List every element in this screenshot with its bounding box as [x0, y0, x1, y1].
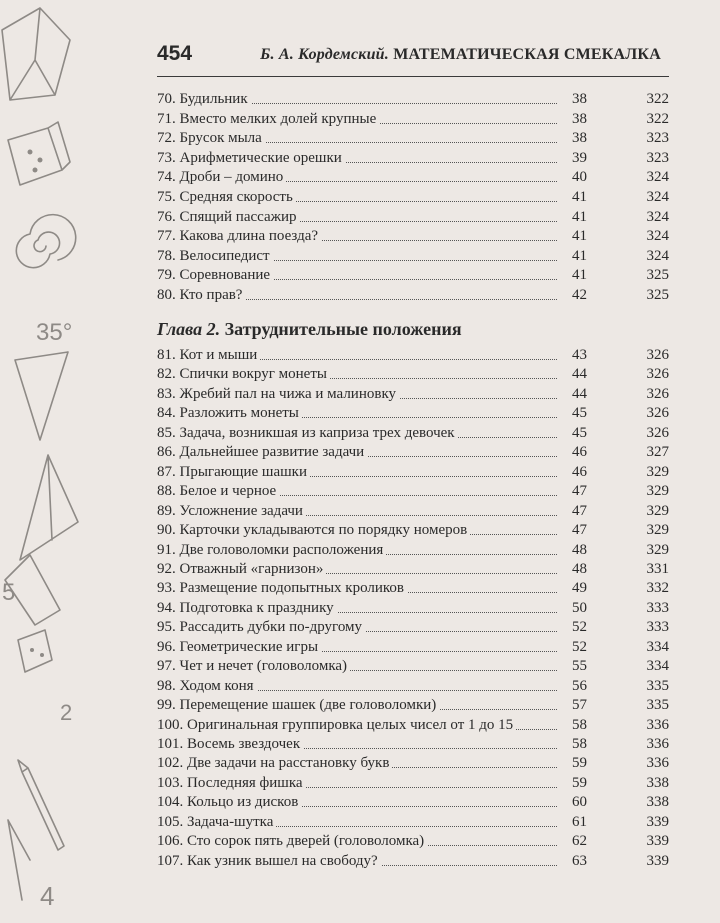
- digit-two-doodle: 2: [60, 700, 73, 725]
- toc-entry: [157, 695, 669, 715]
- toc-entry: [157, 851, 669, 871]
- toc-entry: [157, 637, 669, 657]
- toc-entry: [157, 753, 669, 773]
- toc-entry: [157, 345, 669, 365]
- entry-title: 75. Средняя скорость: [157, 187, 557, 207]
- solution-page-number: 325: [646, 287, 669, 303]
- toc-entry: [157, 481, 669, 501]
- entry-title: 86. Дальнейшее развитие задачи: [157, 442, 557, 462]
- problem-page-number: 38: [572, 110, 587, 127]
- solution-page-number: 327: [646, 444, 669, 461]
- solution-page-number: 336: [646, 736, 669, 752]
- entry-title: 97. Чет и нечет (головоломка): [157, 656, 557, 676]
- solution-page-number: 324: [646, 189, 669, 205]
- book-title: МАТЕМАТИЧЕСКАЯ СМЕКАЛКА: [393, 46, 661, 63]
- solution-page-number: 339: [646, 833, 669, 850]
- toc-entry: [157, 676, 669, 696]
- solution-page-number: 326: [646, 405, 669, 422]
- solution-page-number: 324: [646, 228, 669, 245]
- toc-entry: [157, 442, 669, 462]
- entry-title: 84. Разложить монеты: [157, 403, 557, 423]
- problem-page-number: 47: [572, 502, 587, 519]
- chapter-label: Глава 2.: [157, 319, 221, 339]
- problem-page-number: 57: [572, 697, 587, 714]
- entry-title: 71. Вместо мелких долей крупные: [157, 109, 557, 129]
- entry-title: 95. Рассадить дубки по-другому: [157, 617, 557, 637]
- problem-page-number: 41: [572, 208, 587, 225]
- problem-page-number: 56: [572, 677, 587, 694]
- problem-page-number: 41: [572, 228, 587, 245]
- toc-entry: [157, 792, 669, 812]
- problem-page-number: 58: [572, 736, 587, 752]
- digit-five-doodle: 5: [2, 579, 16, 606]
- dice-small-icon: [18, 630, 52, 672]
- problem-page-number: 38: [572, 91, 587, 107]
- entry-title: 105. Задача-шутка: [157, 812, 557, 832]
- running-title: [260, 46, 661, 64]
- toc-entry: [157, 734, 669, 754]
- problem-page-number: 60: [572, 794, 587, 811]
- toc-entry: [157, 831, 669, 851]
- problem-page-number: 58: [572, 716, 587, 733]
- digit-four-doodle: 4: [40, 881, 55, 911]
- entry-title: 89. Усложнение задачи: [157, 501, 557, 521]
- toc-entry: [157, 715, 669, 735]
- entry-title: 91. Две головоломки расположения: [157, 540, 557, 560]
- problem-page-number: 44: [572, 366, 587, 383]
- problem-page-number: 46: [572, 444, 587, 461]
- toc-entry: [157, 501, 669, 521]
- entry-title: 76. Спящий пассажир: [157, 207, 557, 227]
- solution-page-number: 323: [646, 130, 669, 147]
- solution-page-number: 322: [646, 110, 669, 127]
- pencil-icon: [18, 760, 64, 850]
- entry-title: 98. Ходом коня: [157, 676, 557, 696]
- toc-entry: [157, 207, 669, 227]
- page-number: 454: [157, 42, 193, 65]
- author-name: Б. А. Кордемский.: [260, 46, 389, 63]
- problem-page-number: 42: [572, 287, 587, 303]
- toc-entry: [157, 246, 669, 266]
- entry-title: 78. Велосипедист: [157, 246, 557, 266]
- toc-entry: [157, 617, 669, 637]
- chapter-heading: [157, 318, 669, 340]
- entry-title: 70. Будильник: [157, 89, 557, 109]
- solution-page-number: 325: [646, 267, 669, 284]
- entry-title: 73. Арифметические орешки: [157, 148, 557, 168]
- toc-entry: [157, 462, 669, 482]
- running-header: [157, 40, 669, 77]
- problem-page-number: 38: [572, 130, 587, 147]
- entry-title: 103. Последняя фишка: [157, 773, 557, 793]
- toc-entry: [157, 226, 669, 246]
- toc-entry: [157, 423, 669, 443]
- entry-title: 72. Брусок мыла: [157, 128, 557, 148]
- solution-page-number: 326: [646, 347, 669, 363]
- chapter-title: Затруднительные положения: [224, 319, 462, 339]
- problem-page-number: 47: [572, 483, 587, 500]
- solution-page-number: 329: [646, 522, 669, 539]
- toc-entry: [157, 109, 669, 129]
- entry-title: 107. Как узник вышел на свободу?: [157, 851, 557, 871]
- entry-title: 85. Задача, возникшая из каприза трех девочек: [157, 423, 557, 443]
- entry-title: 87. Прыгающие шашки: [157, 462, 557, 482]
- problem-page-number: 46: [572, 463, 587, 480]
- arrow-sketch-icon: [8, 820, 30, 900]
- toc-entry: [157, 265, 669, 285]
- entry-title: 101. Восемь звездочек: [157, 734, 557, 754]
- problem-page-number: 39: [572, 149, 587, 166]
- solution-page-number: 331: [646, 560, 669, 577]
- angle-label: 35°: [36, 319, 73, 346]
- solution-page-number: 329: [646, 463, 669, 480]
- entry-title: 80. Кто прав?: [157, 285, 557, 305]
- entry-title: 90. Карточки укладываются по порядку номеров: [157, 520, 557, 540]
- entry-title: 102. Две задачи на расстановку букв: [157, 753, 557, 773]
- toc-entry: [157, 598, 669, 618]
- toc-entry: [157, 578, 669, 598]
- problem-page-number: 40: [572, 169, 587, 186]
- entry-title: 106. Сто сорок пять дверей (головоломка): [157, 831, 557, 851]
- solution-page-number: 339: [646, 813, 669, 830]
- toc-entry: [157, 384, 669, 404]
- toc-entry: [157, 148, 669, 168]
- problem-page-number: 44: [572, 385, 587, 402]
- solution-page-number: 332: [646, 580, 669, 597]
- entry-title: 100. Оригинальная группировка целых чисел от 1 до 15: [157, 715, 557, 735]
- solution-page-number: 333: [646, 619, 669, 636]
- solution-page-number: 329: [646, 483, 669, 500]
- problem-page-number: 62: [572, 833, 587, 850]
- toc-entry: [157, 128, 669, 148]
- solution-page-number: 336: [646, 755, 669, 772]
- solution-page-number: 324: [646, 169, 669, 186]
- solution-page-number: 333: [646, 599, 669, 616]
- solution-page-number: 324: [646, 208, 669, 225]
- problem-page-number: 41: [572, 267, 587, 284]
- solution-page-number: 335: [646, 677, 669, 694]
- problem-page-number: 49: [572, 580, 587, 597]
- toc-entry: [157, 520, 669, 540]
- entry-title: 77. Какова длина поезда?: [157, 226, 557, 246]
- toc-entry: [157, 540, 669, 560]
- toc-entry: [157, 773, 669, 793]
- problem-page-number: 41: [572, 189, 587, 205]
- problem-page-number: 52: [572, 638, 587, 655]
- problem-page-number: 59: [572, 755, 587, 772]
- solution-page-number: 326: [646, 385, 669, 402]
- solution-page-number: 322: [646, 91, 669, 107]
- solution-page-number: 335: [646, 697, 669, 714]
- entry-title: 104. Кольцо из дисков: [157, 792, 557, 812]
- problem-page-number: 52: [572, 619, 587, 636]
- entry-title: 94. Подготовка к празднику: [157, 598, 557, 618]
- problem-page-number: 48: [572, 560, 587, 577]
- toc-entry: [157, 187, 669, 207]
- entry-title: 79. Соревнование: [157, 265, 557, 285]
- toc-entry: [157, 559, 669, 579]
- solution-page-number: 324: [646, 247, 669, 264]
- problem-page-number: 59: [572, 774, 587, 791]
- pyramid-icon: [20, 455, 78, 560]
- entry-title: 74. Дроби – домино: [157, 167, 557, 187]
- spiral-icon: [16, 215, 75, 268]
- solution-page-number: 334: [646, 638, 669, 655]
- entry-title: 93. Размещение подопытных кроликов: [157, 578, 557, 598]
- problem-page-number: 41: [572, 247, 587, 264]
- solution-page-number: 326: [646, 424, 669, 441]
- solution-page-number: 329: [646, 502, 669, 519]
- toc-entry: [157, 364, 669, 384]
- toc-entry: [157, 285, 669, 305]
- problem-page-number: 61: [572, 813, 587, 830]
- problem-page-number: 50: [572, 599, 587, 616]
- solution-page-number: 326: [646, 366, 669, 383]
- problem-page-number: 47: [572, 522, 587, 539]
- solution-page-number: 334: [646, 658, 669, 675]
- toc-entry: [157, 167, 669, 187]
- solution-page-number: 338: [646, 774, 669, 791]
- solution-page-number: 339: [646, 852, 669, 869]
- entry-title: 83. Жребий пал на чижа и малиновку: [157, 384, 557, 404]
- toc-entry: [157, 656, 669, 676]
- entry-title: 82. Спички вокруг монеты: [157, 364, 557, 384]
- solution-page-number: 329: [646, 541, 669, 558]
- solution-page-number: 336: [646, 716, 669, 733]
- problem-page-number: 45: [572, 424, 587, 441]
- problem-page-number: 43: [572, 347, 587, 363]
- entry-title: 96. Геометрические игры: [157, 637, 557, 657]
- solution-page-number: 323: [646, 149, 669, 166]
- problem-page-number: 48: [572, 541, 587, 558]
- toc-entry: [157, 403, 669, 423]
- cube-sketch-icon: [2, 8, 70, 100]
- entry-title: 81. Кот и мыши: [157, 345, 557, 365]
- problem-page-number: 63: [572, 852, 587, 869]
- problem-page-number: 55: [572, 658, 587, 675]
- dice-icon: [8, 122, 70, 185]
- margin-doodles: [0, 0, 120, 923]
- toc-entry: [157, 812, 669, 832]
- entry-title: 99. Перемещение шашек (две головоломки): [157, 695, 557, 715]
- solution-page-number: 338: [646, 794, 669, 811]
- toc-entry: [157, 89, 669, 109]
- triangle-sketch-icon: [15, 352, 68, 440]
- entry-title: 92. Отважный «гарнизон»: [157, 559, 557, 579]
- entry-title: 88. Белое и черное: [157, 481, 557, 501]
- problem-page-number: 45: [572, 405, 587, 422]
